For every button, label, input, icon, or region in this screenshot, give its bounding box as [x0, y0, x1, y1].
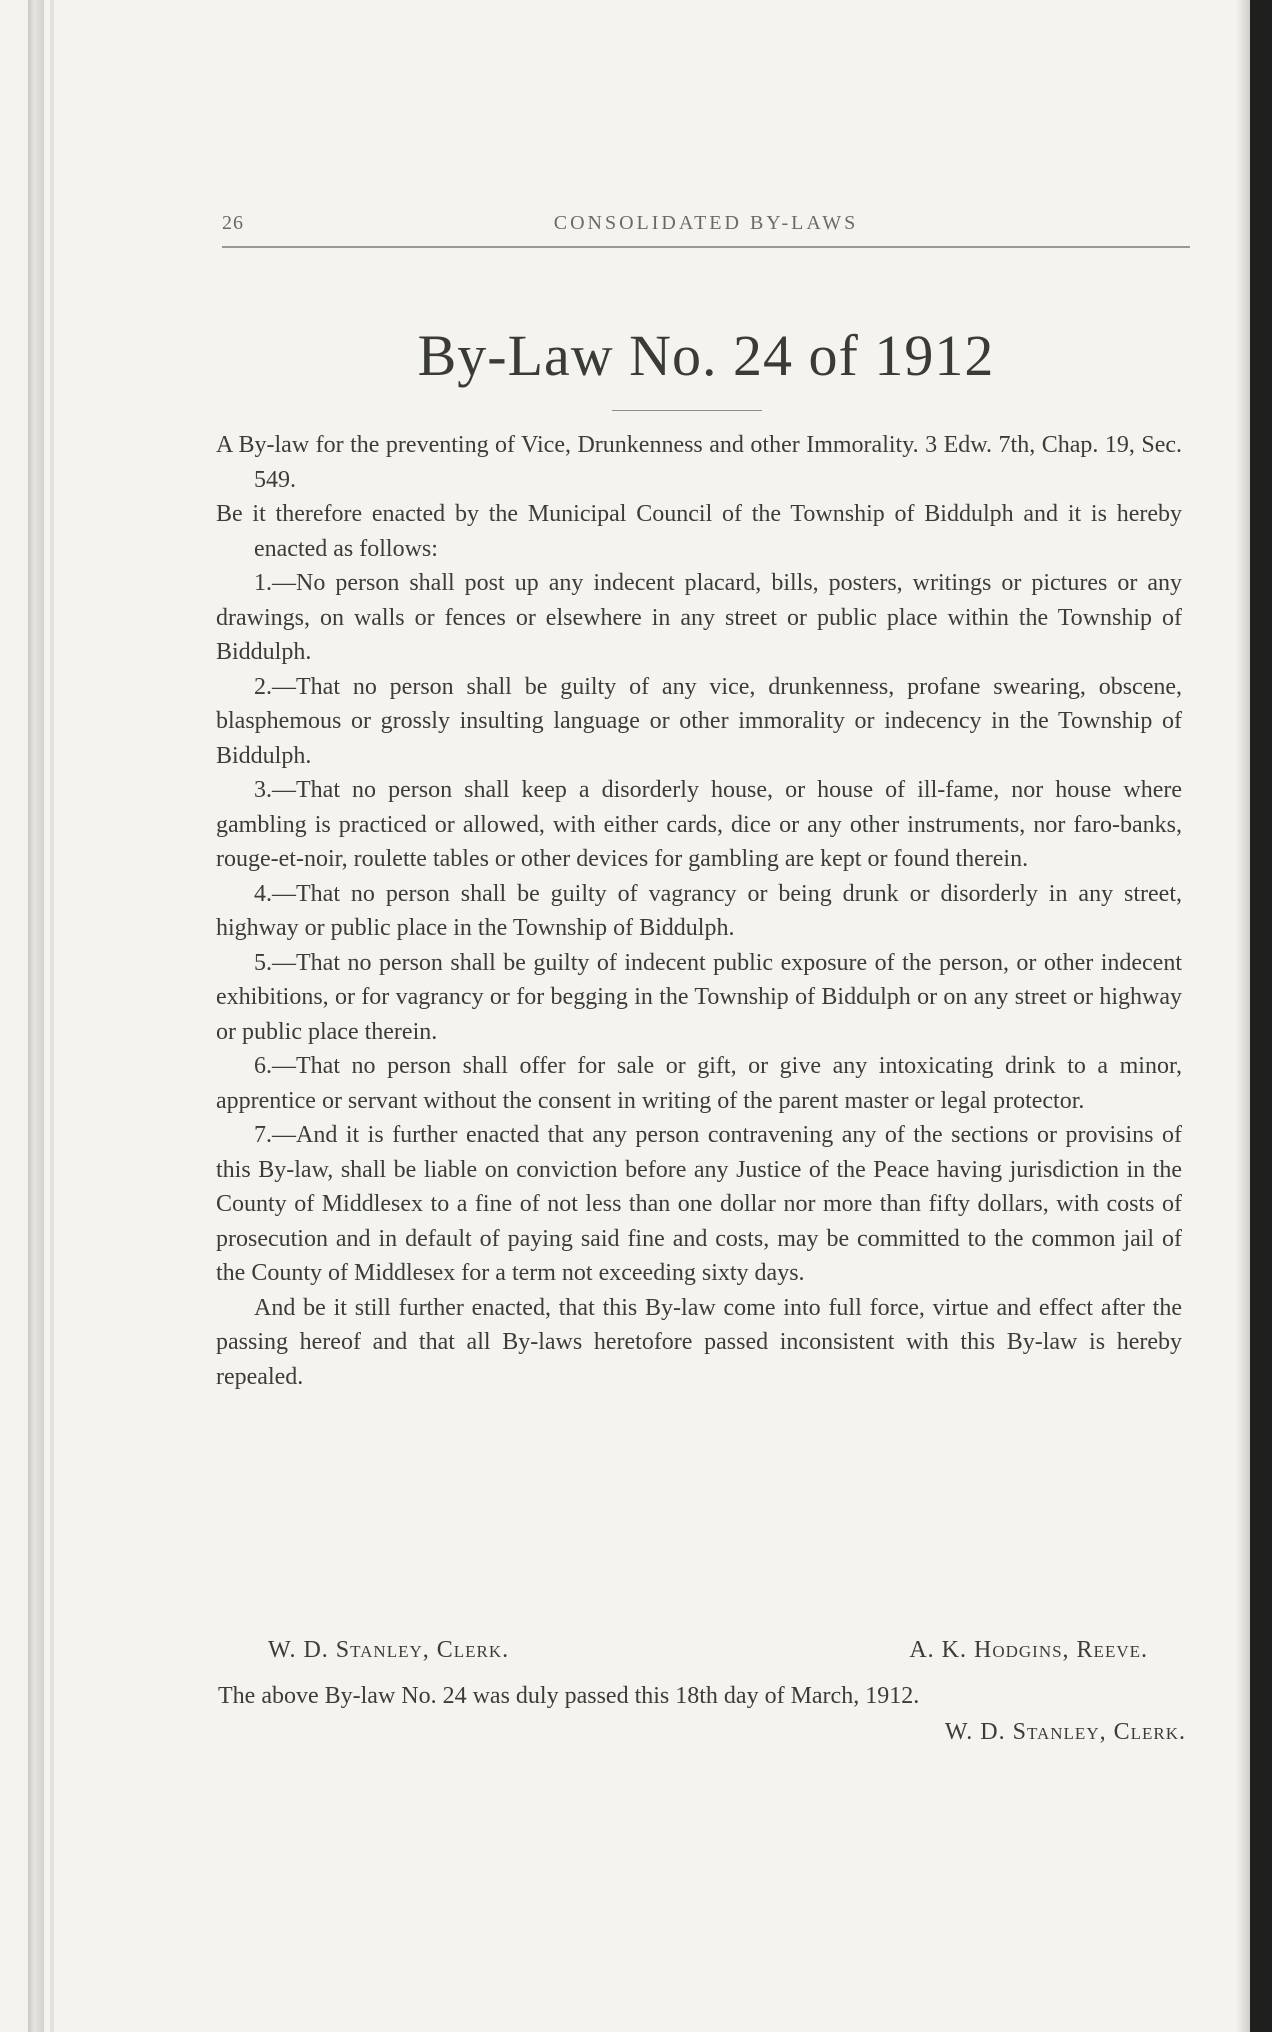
- closing-clerk-signature: W. D. Stanley, Clerk.: [944, 1719, 1186, 1745]
- section-7: 7.—And it is further enacted that any person contravening any of the sections or provisins of this By-law, shall be liable on conviction before any Justice of the Peace having jurisdiction in the County of Middlesex to a fine of not less than one dollar nor more than fifty dollars, with costs of prosecution and in default of paying said fine and costs, may be committed to the common jail of the County of Middlesex for a term not exceeding sixty days.: [216, 1122, 1182, 1286]
- section-5: 5.—That no person shall be guilty of indecent public exposure of the person, or other indecent exhibitions, or for vagrancy or for begging in the Township of Biddulph or on any street or highway or public place therein.: [216, 949, 1182, 1045]
- section-2: 2.—That no person shall be guilty of any vice, drunkenness, profane swearing, obscene, blasphemous or grossly insulting language or other immorality or indecency in the Township of Biddulph.: [216, 673, 1182, 769]
- book-spine-shadow: [28, 0, 44, 2032]
- scan-border: [1250, 0, 1272, 2032]
- repeal-paragraph: And be it still further enacted, that this By-law come into full force, virtue and effect after the passing hereof and that all By-laws heretofore passed inconsistent with this By-law is hereby repealed.: [216, 1294, 1182, 1390]
- header-rule: [222, 246, 1190, 248]
- clerk-signature: W. D. Stanley, Clerk.: [268, 1637, 510, 1663]
- section-3: 3.—That no person shall keep a disorderly house, or house of ill-fame, nor house where gambling is practiced or allowed, with either cards, dice or any other instruments, nor faro-banks, rouge-et-noir, roulette tables or other devices for gambling are kept or found therein.: [216, 777, 1182, 872]
- signature-line: [268, 1637, 1148, 1673]
- bylaw-title: By-Law No. 24 of 1912: [417, 323, 995, 388]
- page-edge-shadow: [1236, 0, 1250, 2032]
- page-number: 26: [222, 212, 244, 234]
- reeve-signature: A. K. Hodgins, Reeve.: [909, 1637, 1148, 1663]
- section-6: 6.—That no person shall offer for sale or gift, or give any intoxicating drink to a minor, apprentice or servant without the consent in writing of the parent master or legal protector.: [216, 1053, 1182, 1114]
- bylaw-body: [216, 428, 1182, 1394]
- section-4: 4.—That no person shall be guilty of vagrancy or being drunk or disorderly in any street, highway or public place in the Township of Biddulph.: [216, 880, 1182, 941]
- book-spine-edge: [50, 0, 54, 2032]
- section-1: 1.—No person shall post up any indecent placard, bills, posters, writings or pictures or any drawings, on walls or fences or elsewhere in any street or public place within the Township of Biddulph.: [216, 570, 1182, 665]
- running-head: CONSOLIDATED BY-LAWS: [553, 212, 859, 234]
- enacting-paragraph: Be it therefore enacted by the Municipal Council of the Township of Biddulph and it is hereby enacted as follows:: [216, 501, 1182, 562]
- passed-note: The above By-law No. 24 was duly passed this 18th day of March, 1912.: [218, 1683, 920, 1709]
- title-rule: [612, 410, 762, 411]
- preamble-paragraph: A By-law for the preventing of Vice, Drunkenness and other Immorality. 3 Edw. 7th, Chap. 19, Sec. 549.: [216, 432, 1182, 493]
- page-header: [222, 212, 1190, 246]
